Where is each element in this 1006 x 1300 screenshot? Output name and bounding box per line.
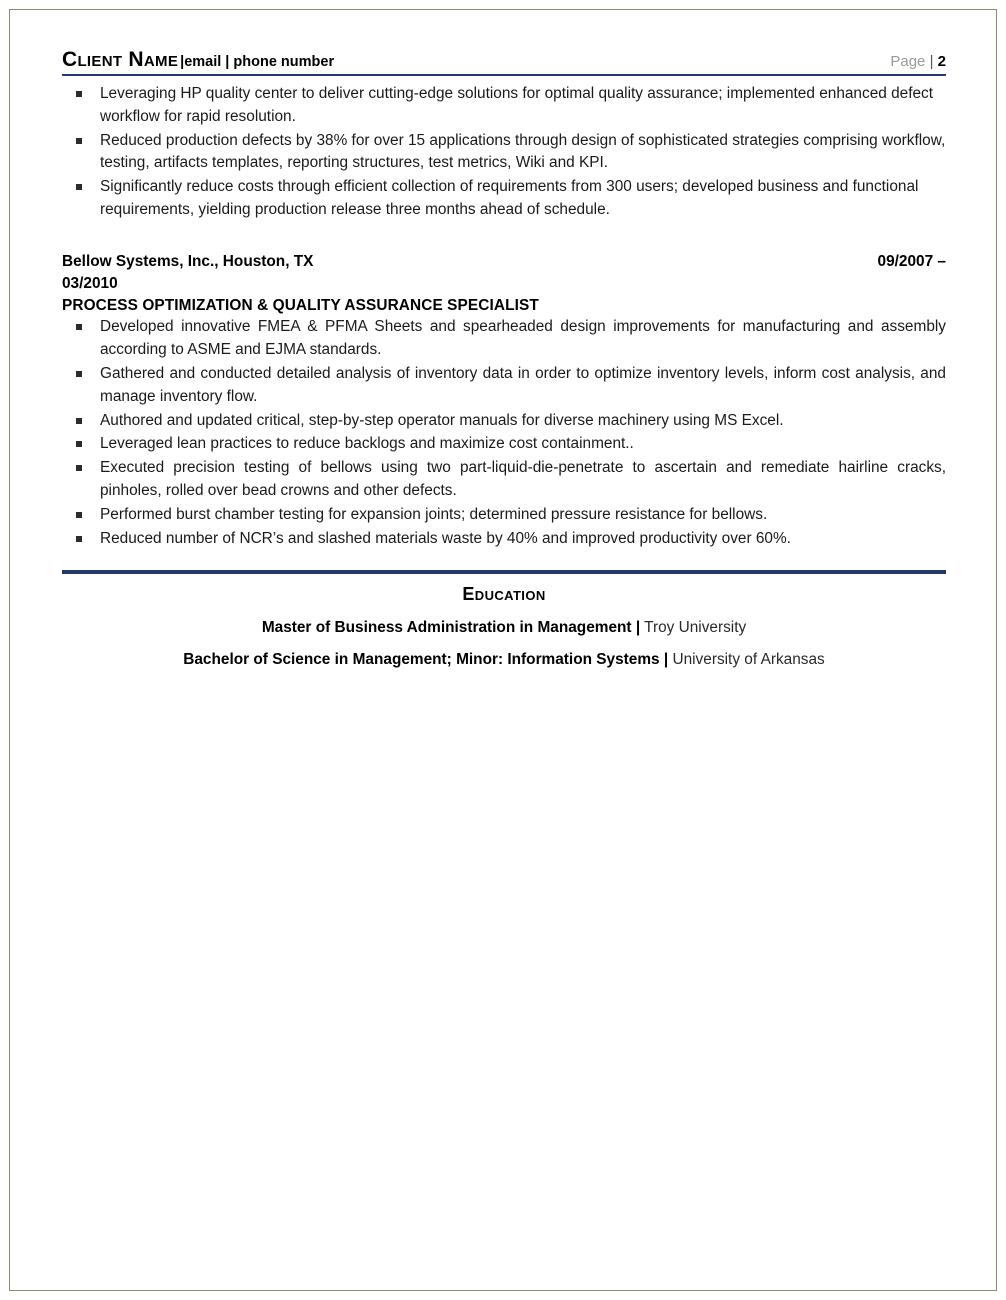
experience-company-line — [62, 251, 946, 273]
school-name: Troy University — [644, 619, 747, 637]
square-bullet-icon — [76, 184, 82, 190]
square-bullet-icon — [76, 138, 82, 144]
education-entry — [62, 616, 946, 639]
continued-bullet-list — [62, 83, 946, 222]
page-content — [62, 48, 946, 681]
bullet-text: Developed innovative FMEA & PFMA Sheets and spearheaded design improvements for manufacturing and assembly according to ASME and EJMA standards. — [100, 318, 946, 359]
bullet-text: Reduced number of NCR’s and slashed materials waste by 40% and improved productivity over 60%. — [100, 529, 791, 547]
degree-separator: | — [635, 619, 641, 637]
bullet-text: Leveraging HP quality center to deliver cutting-edge solutions for optimal quality assurance; implemented enhanced defect workflow for rapid resolution. — [100, 85, 934, 125]
page-number: 2 — [937, 53, 946, 70]
education-entry — [62, 648, 946, 671]
bullet-text: Leveraged lean practices to reduce backlogs and maximize cost containment.. — [100, 435, 634, 453]
degree-name: Bachelor of Science in Management; Minor: Information Systems — [183, 651, 660, 669]
job-title: PROCESS OPTIMIZATION & QUALITY ASSURANCE SPECIALIST — [62, 296, 539, 314]
list-item — [62, 410, 946, 433]
list-item — [62, 176, 946, 222]
bullet-text: Significantly reduce costs through efficient collection of requirements from 300 users; developed business and functional requirements, yielding production release three months ahead of schedule. — [100, 178, 919, 218]
list-item — [62, 433, 946, 456]
square-bullet-icon — [76, 418, 82, 424]
square-bullet-icon — [76, 465, 82, 471]
running-header — [62, 48, 946, 72]
square-bullet-icon — [76, 371, 82, 377]
client-name: Client Name — [62, 48, 179, 71]
company-name: Bellow Systems, Inc., Houston, TX — [62, 252, 314, 270]
square-bullet-icon — [76, 91, 82, 97]
bullet-text: Reduced production defects by 38% for over 15 applications through design of sophisticated strategies comprising workflow, testing, artifacts templates, reporting structures, test metrics, Wiki and KPI. — [100, 131, 946, 172]
header-contact-info: |email | phone number — [180, 54, 335, 70]
square-bullet-icon — [76, 441, 82, 447]
page-indicator — [890, 53, 946, 70]
education-section-heading: Education — [462, 584, 546, 605]
square-bullet-icon — [76, 324, 82, 330]
list-item — [62, 528, 946, 551]
bullet-text: Performed burst chamber testing for expansion joints; determined pressure resistance for bellows. — [100, 505, 768, 523]
list-item — [62, 363, 946, 409]
degree-separator: | — [663, 651, 669, 669]
bullet-text: Authored and updated critical, step-by-step operator manuals for diverse machinery using MS Excel. — [100, 411, 784, 429]
square-bullet-icon — [76, 536, 82, 542]
school-name: University of Arkansas — [672, 651, 825, 669]
experience-bullet-list — [62, 316, 946, 550]
employment-dates-end: 03/2010 — [62, 274, 118, 292]
bullet-text: Gathered and conducted detailed analysis of inventory data in order to optimize inventory levels, inform cost analysis, and manage inventory flow. — [100, 365, 946, 405]
list-item — [62, 316, 946, 362]
employment-dates-start: 09/2007 – — [877, 252, 946, 270]
header-identity — [62, 48, 334, 72]
list-item — [62, 130, 946, 176]
square-bullet-icon — [76, 512, 82, 518]
degree-name: Master of Business Administration in Management — [261, 619, 632, 637]
list-item — [62, 457, 946, 503]
list-item — [62, 83, 946, 129]
page-label: Page — [890, 53, 926, 70]
education-divider-rule — [62, 570, 946, 574]
bullet-text: Executed precision testing of bellows using two part-liquid-die-penetrate to ascertain and remediate hairline cracks, pinholes, rolled over bead crowns and other defects. — [100, 459, 946, 499]
header-divider-rule — [62, 74, 946, 76]
section-gap — [62, 223, 946, 251]
list-item — [62, 504, 946, 527]
page-separator: | — [929, 53, 934, 70]
